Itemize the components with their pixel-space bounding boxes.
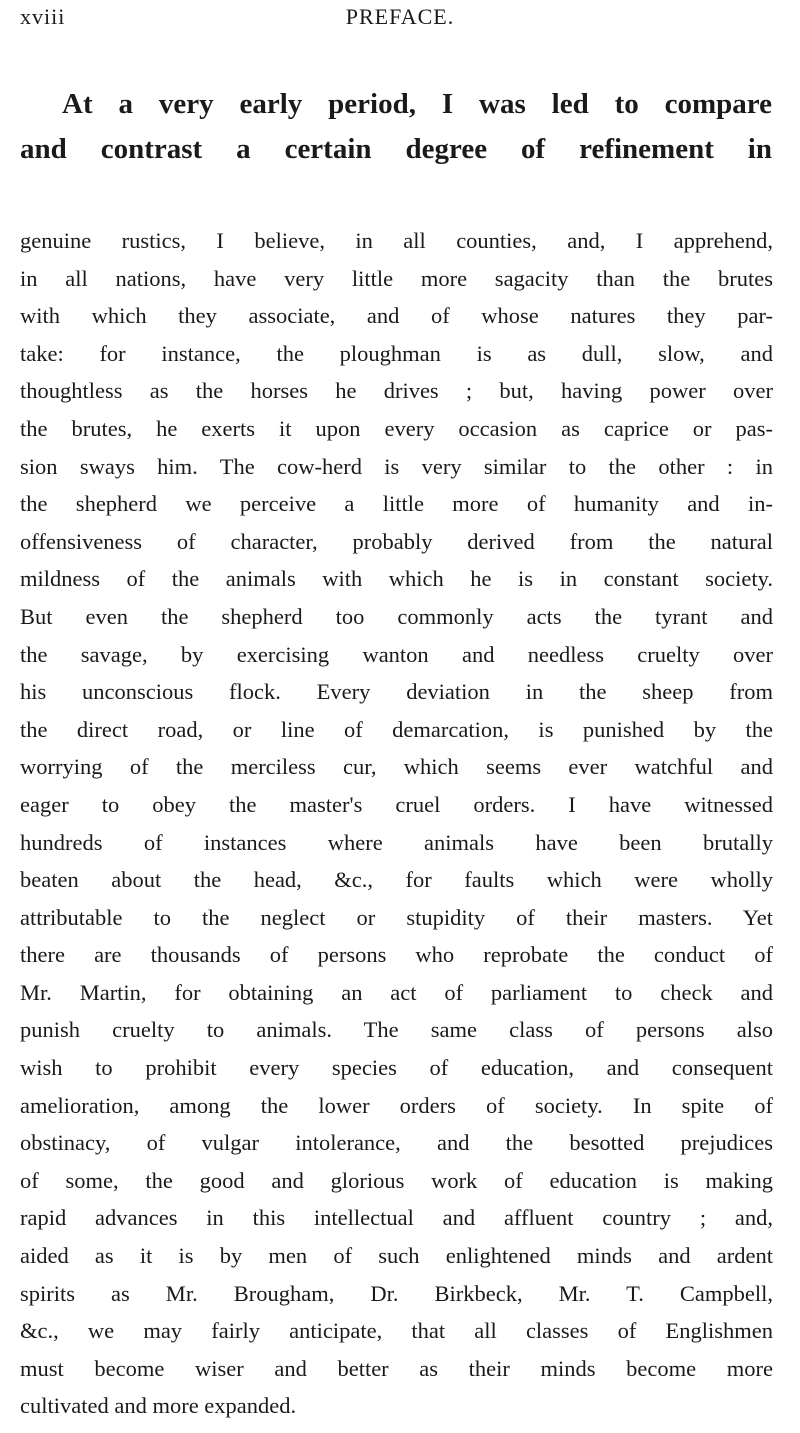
text-line: with which they associate, and of whose natures they par-	[20, 303, 773, 329]
text-line: his unconscious flock. Every deviation in the sheep from	[20, 679, 773, 705]
text-line: sion sways him. The cow-herd is very similar to the other : in	[20, 453, 773, 479]
text-line: offensiveness of character, probably derived from the natural	[20, 528, 773, 554]
text-line: beaten about the head, &c., for faults which were wholly	[20, 867, 773, 893]
text-line: rapid advances in this intellectual and affluent country ; and,	[20, 1205, 773, 1231]
page-number: xviii	[20, 4, 66, 29]
text-line: mildness of the animals with which he is in constant society.	[20, 566, 773, 592]
text-line: cultivated and more expanded.	[20, 1393, 297, 1419]
running-title: PREFACE.	[345, 4, 455, 29]
lead-line: At a very early period, I was led to compare	[62, 88, 772, 120]
text-line: genuine rustics, I believe, in all counties, and, I apprehend,	[20, 228, 773, 253]
text-line: the direct road, or line of demarcation, is punished by the	[20, 716, 773, 742]
text-line: hundreds of instances where animals have been brutally	[20, 829, 773, 855]
text-line: must become wiser and better as their minds become more	[20, 1355, 773, 1381]
text-line: in all nations, have very little more sagacity than the brutes	[20, 265, 773, 291]
text-line: attributable to the neglect or stupidity of their masters. Yet	[20, 904, 773, 930]
text-line: the shepherd we perceive a little more of humanity and in-	[20, 491, 773, 517]
text-line: But even the shepherd too commonly acts the tyrant and	[20, 603, 773, 629]
text-line: amelioration, among the lower orders of society. In spite of	[20, 1092, 773, 1118]
lead-line: and contrast a certain degree of refinement in	[20, 133, 772, 165]
text-line: obstinacy, of vulgar intolerance, and the besotted prejudices	[20, 1130, 773, 1156]
text-line: of some, the good and glorious work of education is making	[20, 1167, 773, 1193]
text-line: the savage, by exercising wanton and needless cruelty over	[20, 641, 773, 667]
text-line: there are thousands of persons who reprobate the conduct of	[20, 942, 773, 968]
text-line: worrying of the merciless cur, which seems ever watchful and	[20, 754, 773, 780]
text-line: Mr. Martin, for obtaining an act of parliament to check and	[20, 979, 773, 1005]
text-line: thoughtless as the horses he drives ; but, having power over	[20, 378, 773, 404]
text-line: &c., we may fairly anticipate, that all classes of Englishmen	[20, 1318, 773, 1344]
text-line: eager to obey the master's cruel orders. I have witnessed	[20, 791, 773, 817]
text-line: spirits as Mr. Brougham, Dr. Birkbeck, Mr. T. Campbell,	[20, 1280, 773, 1306]
text-line: take: for instance, the ploughman is as dull, slow, and	[20, 340, 773, 366]
text-line: aided as it is by men of such enlightened minds and ardent	[20, 1243, 773, 1269]
text-line: the brutes, he exerts it upon every occasion as caprice or pas-	[20, 415, 773, 441]
body-text	[20, 222, 773, 1425]
text-line: wish to prohibit every species of education, and consequent	[20, 1055, 773, 1081]
text-line: punish cruelty to animals. The same class of persons also	[20, 1017, 773, 1043]
